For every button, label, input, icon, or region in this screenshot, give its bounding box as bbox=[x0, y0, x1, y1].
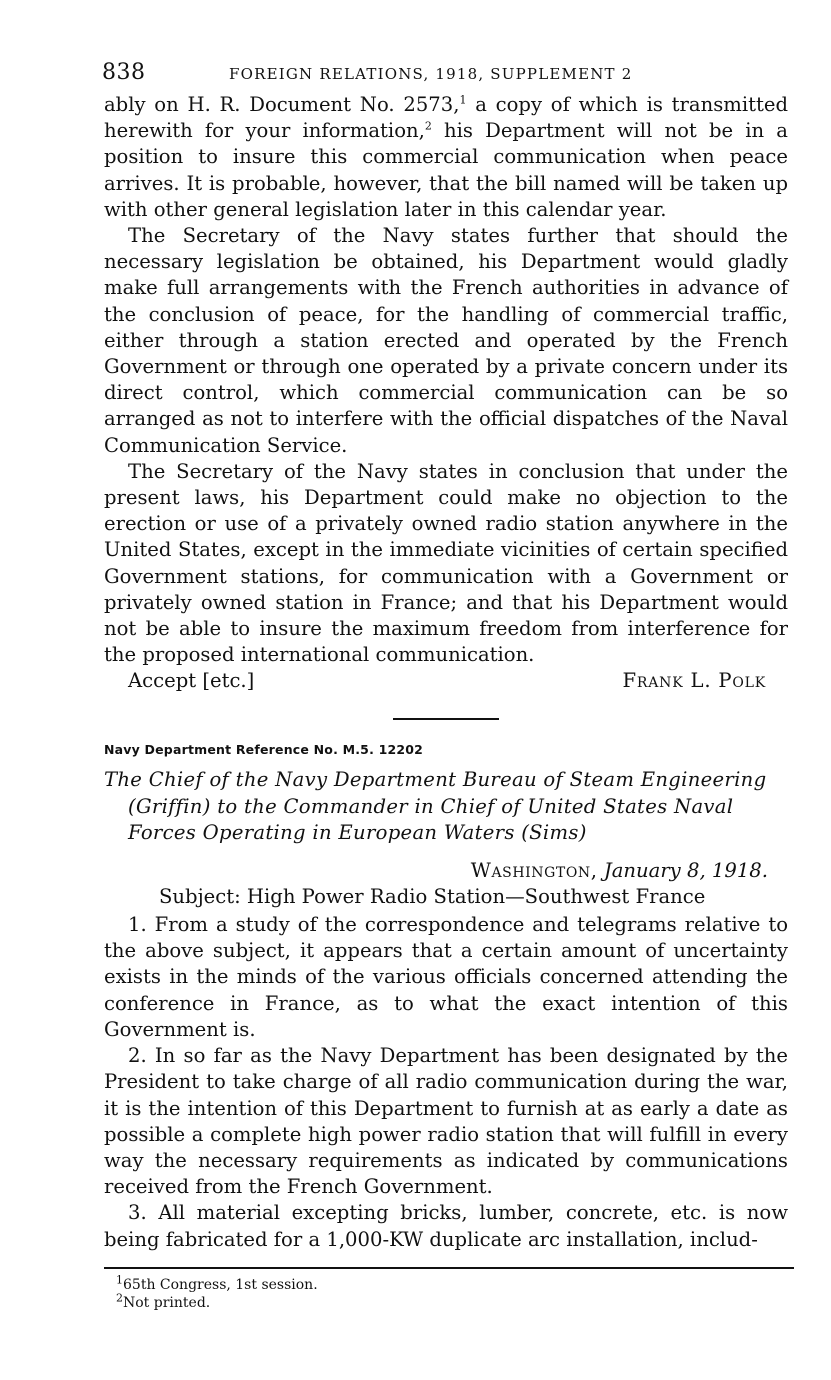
footnote-ref-1: 1 bbox=[459, 93, 467, 107]
footnote-2 bbox=[116, 1291, 788, 1312]
section-divider bbox=[393, 718, 499, 720]
document-paragraph-3: 3. All material excepting bricks, lumber, concrete, etc. is now being fabricated for a 1,000-KW duplicate arc installation, includ- bbox=[104, 1201, 788, 1251]
document-page bbox=[104, 58, 788, 1312]
footnote-divider bbox=[104, 1267, 794, 1269]
footnote-text: 65th Congress, 1st session. bbox=[123, 1276, 318, 1293]
subject-line: Subject: High Power Radio Station—Southwest France bbox=[159, 885, 706, 909]
dateline bbox=[104, 858, 788, 884]
letter-closing bbox=[104, 668, 788, 696]
dateline-date: January 8, 1918. bbox=[603, 859, 768, 883]
letter-paragraph-1 bbox=[104, 92, 788, 223]
paragraph-text: ably on H. R. Document No. 2573, bbox=[104, 93, 460, 116]
paragraph-text: his Department will not be in a position to insure this commercial communication when peace arrives. It is probable, however, that the bill named will be taken up with other general legislation later in this calendar year. bbox=[104, 119, 788, 221]
document-paragraph-1: 1. From a study of the correspondence and telegrams relative to the above subject, it appears that a certain amount of uncertainty exists in the minds of the various officials concerned attending the conference in France, as to what the exact intention of this Government is. bbox=[104, 913, 788, 1041]
running-title: FOREIGN RELATIONS, 1918, SUPPLEMENT 2 bbox=[229, 65, 633, 83]
paragraph-text: a copy of which is transmitted herewith for your information, bbox=[104, 93, 788, 143]
footnote-1 bbox=[116, 1273, 788, 1294]
letter-paragraph-3: The Secretary of the Navy states in conclusion that under the present laws, his Department could make no objection to the erection or use of a privately owned radio station anywhere in the United States, except in the immediate vicinities of certain specified Government stations, for communication with a Government or privately owned station in France; and that his Department would not be able to insure the maximum freedom from interference for the proposed international communication. bbox=[104, 459, 788, 667]
footnote-mark: 2 bbox=[116, 1291, 123, 1305]
dateline-place: Washington, bbox=[470, 859, 598, 883]
footnote-mark: 1 bbox=[116, 1273, 123, 1287]
document-heading: The Chief of the Navy Department Bureau of Steam Engineering (Griffin) to the Commander in Chief of United States Naval Forces Operating in European Waters (Sims) bbox=[104, 768, 767, 844]
letter-paragraph-2: The Secretary of the Navy states further that should the necessary legislation be obtained, his Department would gladly make full arrangements with the French authorities in advance of the conclusion of peace, for the handling of commercial traffic, either through a station erected and operated by the French Government or through one operated by a private concern under its direct control, which commercial communication can be so arranged as not to interfere with the official dispatches of the Naval Communication Service. bbox=[104, 224, 788, 457]
page-header bbox=[104, 58, 788, 92]
accept-line: Accept [etc.] bbox=[128, 669, 255, 693]
footnote-text: Not printed. bbox=[123, 1294, 211, 1311]
document-reference: Navy Department Reference No. M.5. 12202 bbox=[104, 742, 424, 758]
document-paragraph-2: 2. In so far as the Navy Department has been designated by the President to take charge of all radio communication during the war, it is the intention of this Department to furnish at as early a date as possible a complete high power radio station that will fulfill in every way the necessary requirements as indicated by communications received from the French Government. bbox=[104, 1044, 788, 1199]
signature: Frank L. Polk bbox=[622, 669, 766, 693]
footnotes bbox=[104, 1273, 788, 1312]
page-number: 838 bbox=[102, 60, 146, 85]
footnote-ref-2: 2 bbox=[424, 119, 432, 133]
